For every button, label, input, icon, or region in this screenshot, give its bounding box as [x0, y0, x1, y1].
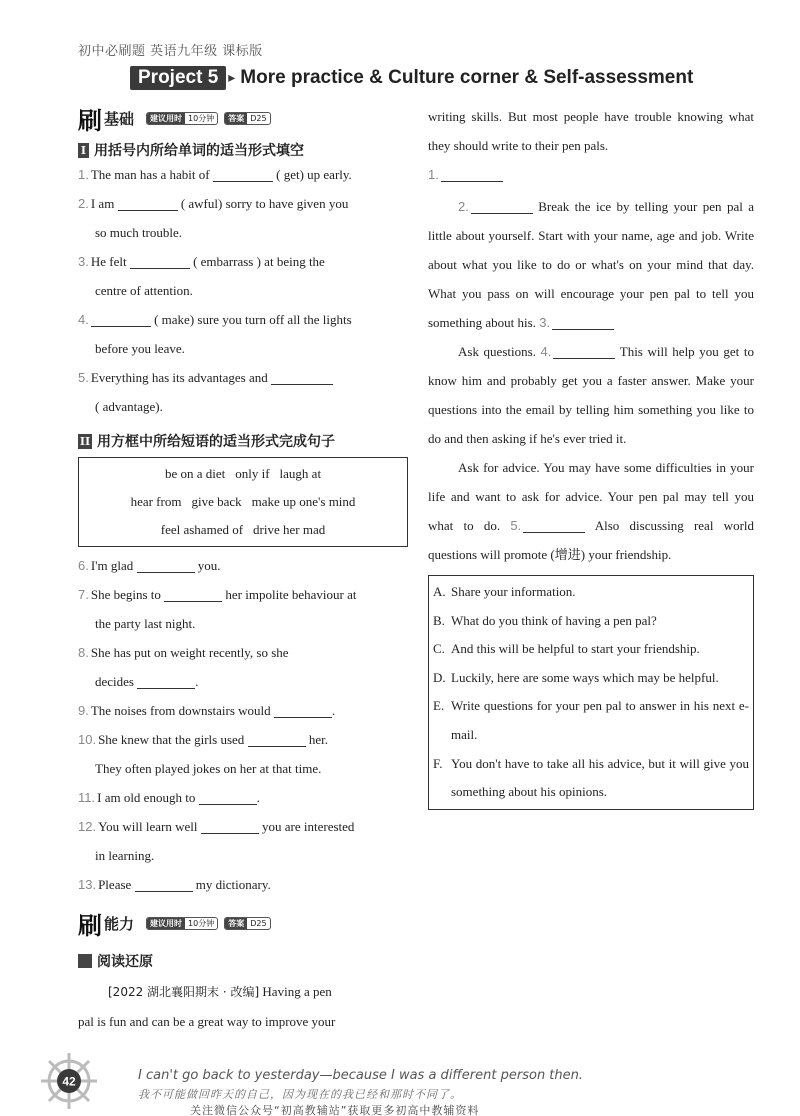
quote-chinese: 我不可能做回昨天的自己，因为现在的我已经和那时不同了。: [138, 1088, 462, 1101]
time-value: 10分钟: [188, 918, 215, 928]
part2-header: [78, 431, 408, 451]
answer-blank[interactable]: [271, 371, 333, 385]
question-2: 2. I am ( awful) sorry to have given you: [78, 196, 349, 211]
blank-1-line: 1.: [428, 160, 754, 189]
phrase-box: [78, 457, 408, 547]
question-3-cont: centre of attention.: [95, 283, 193, 298]
option-f: F. You don't have to take all his advice, but it will give you something about his opinions.: [433, 755, 749, 800]
answer-blank[interactable]: [130, 255, 190, 269]
question-12-cont: in learning.: [95, 848, 155, 863]
answer-label: 答案: [225, 918, 247, 929]
question-7-cont: the party last night.: [95, 616, 196, 631]
answer-badge: [224, 112, 270, 125]
option-c: C. And this will be helpful to start your friendship.: [433, 641, 700, 657]
options-box: [428, 575, 754, 810]
source-tag: [2022 湖北襄阳期末 · 改编]: [108, 985, 260, 999]
time-label: 建议用时: [147, 113, 185, 124]
time-value: 10分钟: [188, 113, 215, 123]
section-bar-icon: [78, 954, 92, 968]
option-d: D. Luckily, here are some ways which may be helpful.: [433, 669, 719, 685]
option-b: B. What do you think of having a pen pal?: [433, 612, 657, 628]
answer-blank[interactable]: [552, 316, 614, 330]
part1-questions: [78, 160, 408, 421]
time-badge: [146, 917, 218, 930]
answer-blank[interactable]: [137, 675, 195, 689]
answer-blank[interactable]: [213, 168, 273, 182]
time-label: 建议用时: [147, 918, 185, 929]
phrase-row: be on a diet only if laugh at: [164, 466, 322, 481]
question-11: 11. I am old enough to .: [78, 790, 260, 805]
phrase-row: feel ashamed of drive her mad: [160, 522, 326, 537]
question-8: 8. She has put on weight recently, so she: [78, 645, 289, 660]
part2-title: 用方框中所给短语的适当形式完成句子: [97, 434, 335, 450]
left-column: [78, 104, 408, 1036]
answer-blank[interactable]: [201, 820, 259, 834]
right-column: [428, 104, 754, 810]
reading-paragraph-4: Ask for advice. You may have some difficulties in your life and want to ask for advice. Your pen pal may tell you what to do. 5. Also discussing real world questions will promote (增进) your friendship.: [428, 460, 755, 562]
answer-blank[interactable]: [199, 791, 257, 805]
question-8-cont: decides .: [95, 674, 199, 689]
shua-logo: 刷: [78, 106, 102, 135]
reading-paragraph-1: writing skills. But most people have trouble knowing what they should write to their pen pals.: [428, 109, 754, 153]
option-a: A. Share your information.: [433, 584, 576, 599]
question-6: 6. I'm glad you.: [78, 558, 221, 573]
project-badge: Project 5: [130, 66, 226, 90]
option-e: E. Write questions for your pen pal to answer in his next e-mail.: [433, 698, 749, 742]
section-name: 能力: [104, 914, 135, 933]
time-badge: [146, 112, 218, 125]
roman-numeral: I: [78, 143, 89, 158]
basic-section-header: [78, 104, 408, 135]
title-text: More practice & Culture corner & Self-assessment: [240, 66, 694, 88]
section-name: 基础: [104, 109, 135, 128]
question-10-cont: They often played jokes on her at that time.: [95, 761, 322, 776]
answer-blank[interactable]: [91, 313, 151, 327]
ability-section-header: [78, 909, 408, 940]
question-4-cont: before you leave.: [95, 341, 185, 356]
title-separator-icon: ▸: [228, 69, 236, 86]
page-title: [130, 64, 693, 91]
answer-blank[interactable]: [118, 197, 178, 211]
question-10: 10. She knew that the girls used her.: [78, 732, 328, 747]
answer-blank[interactable]: [523, 519, 585, 533]
series-header: 初中必刷题 英语九年级 课标版: [78, 44, 263, 59]
part1-title: 用括号内所给单词的适当形式填空: [94, 143, 304, 159]
part2-questions: [78, 551, 408, 899]
part1-header: [78, 140, 408, 160]
shua-logo: 刷: [78, 911, 102, 940]
answer-page: D25: [250, 113, 267, 123]
phrase-row: hear from give back make up one's mind: [130, 494, 356, 509]
page-number: 42: [62, 1074, 76, 1089]
answer-blank[interactable]: [164, 588, 222, 602]
reading-paragraph-2: 2. Break the ice by telling your pen pal a little about yourself. Start with your name, age and job. Write about what you like to do or what's on your mind that day. What you pass on will encourage your pen pal to tell you something about his. 3.: [428, 199, 754, 330]
page-footer: [0, 1040, 800, 1116]
question-3: 3. He felt ( embarrass ) at being the: [78, 254, 325, 269]
question-5: 5. Everything has its advantages and: [78, 363, 408, 392]
answer-label: 答案: [225, 113, 247, 124]
reading-intro: [2022 湖北襄阳期末 · 改编] Having a pen: [108, 984, 332, 999]
answer-page: D25: [250, 918, 267, 928]
reading-intro-cont: pal is fun and can be a great way to improve your: [78, 1014, 336, 1029]
reading-paragraph-3: Ask questions. 4. This will help you get to know him and probably get you a faster answer. Make your questions into the email by telling him something you like to do and then asking if he's ever tried it.: [428, 344, 754, 446]
answer-blank[interactable]: [137, 559, 195, 573]
quote-english: I can't go back to yesterday—because I was a different person then.: [138, 1068, 584, 1083]
answer-badge: [224, 917, 270, 930]
ship-wheel-icon: [38, 1050, 100, 1112]
question-13: 13. Please my dictionary.: [78, 877, 271, 892]
answer-blank[interactable]: [135, 878, 193, 892]
footer-notice: 关注微信公众号“初高教辅站”获取更多初高中教辅资料: [190, 1104, 480, 1116]
question-4: 4. ( make) sure you turn off all the lights: [78, 312, 352, 327]
question-7: 7. She begins to her impolite behaviour at: [78, 587, 357, 602]
roman-numeral: II: [79, 434, 91, 448]
answer-blank[interactable]: [553, 345, 615, 359]
answer-blank[interactable]: [441, 168, 503, 182]
question-12: 12. You will learn well you are interested: [78, 819, 355, 834]
reading-part-title: 阅读还原: [97, 954, 153, 970]
question-1: 1. The man has a habit of ( get) up early.: [78, 167, 352, 182]
answer-blank[interactable]: [274, 704, 332, 718]
answer-blank[interactable]: [248, 733, 306, 747]
question-5-cont: ( advantage).: [95, 399, 163, 414]
reading-part-header: [78, 951, 408, 971]
answer-blank[interactable]: [471, 200, 533, 214]
question-2-cont: so much trouble.: [95, 225, 183, 240]
question-9: 9. The noises from downstairs would .: [78, 703, 336, 718]
